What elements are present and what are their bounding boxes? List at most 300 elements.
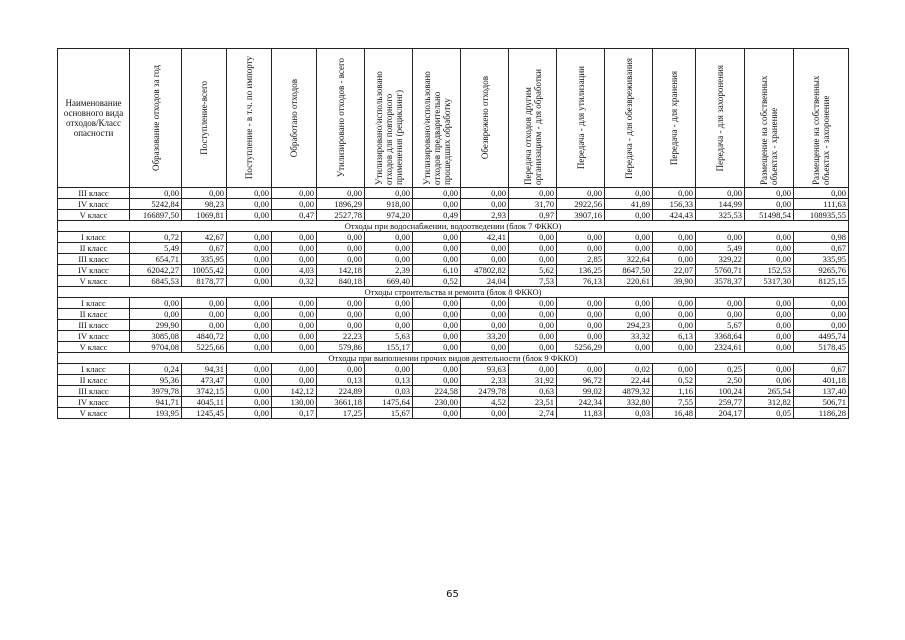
- value-cell: 259,77: [696, 397, 745, 408]
- value-cell: 0,00: [605, 309, 653, 320]
- value-cell: 6,13: [653, 331, 696, 342]
- value-cell: 242,34: [557, 397, 605, 408]
- value-cell: 941,71: [130, 397, 182, 408]
- column-header: [794, 49, 849, 188]
- value-cell: 9704,08: [130, 342, 182, 353]
- value-cell: 31,70: [509, 199, 557, 210]
- value-cell: 39,90: [653, 276, 696, 287]
- value-cell: 0,00: [272, 375, 317, 386]
- value-cell: 33,32: [605, 331, 653, 342]
- value-cell: 0,67: [794, 364, 849, 375]
- value-cell: 0,00: [413, 232, 461, 243]
- value-cell: 5760,71: [696, 265, 745, 276]
- value-cell: 265,54: [745, 386, 794, 397]
- value-cell: 0,00: [509, 364, 557, 375]
- value-cell: 2,93: [461, 210, 509, 221]
- value-cell: 2,50: [696, 375, 745, 386]
- value-cell: 0,67: [182, 243, 227, 254]
- value-cell: 0,00: [413, 309, 461, 320]
- value-cell: 0,00: [227, 342, 272, 353]
- column-header-label: Передача - для обезвреживания: [623, 57, 634, 179]
- value-cell: 0,00: [745, 254, 794, 265]
- value-cell: 0,49: [413, 210, 461, 221]
- column-header-label: Поступление-всего: [199, 81, 209, 155]
- hazard-class-cell: V класс: [58, 276, 130, 287]
- value-cell: 7,55: [653, 397, 696, 408]
- value-cell: 0,00: [605, 243, 653, 254]
- table-row: [58, 364, 849, 375]
- value-cell: 0,03: [605, 408, 653, 419]
- value-cell: 11,83: [557, 408, 605, 419]
- value-cell: 0,00: [509, 309, 557, 320]
- value-cell: 654,71: [130, 254, 182, 265]
- value-cell: 0,00: [461, 243, 509, 254]
- value-cell: 0,00: [745, 188, 794, 199]
- table-row: [58, 331, 849, 342]
- value-cell: 1,16: [653, 386, 696, 397]
- table-row: [58, 397, 849, 408]
- value-cell: 974,20: [365, 210, 413, 221]
- value-cell: 0,00: [365, 232, 413, 243]
- value-cell: 335,95: [794, 254, 849, 265]
- value-cell: 136,25: [557, 265, 605, 276]
- value-cell: 0,06: [745, 375, 794, 386]
- value-cell: 0,00: [365, 309, 413, 320]
- value-cell: 156,33: [653, 199, 696, 210]
- column-header-label: Образование отходов за год: [150, 65, 161, 171]
- value-cell: 0,00: [745, 298, 794, 309]
- value-cell: 0,00: [317, 309, 365, 320]
- value-cell: 0,00: [653, 188, 696, 199]
- value-cell: 0,00: [365, 188, 413, 199]
- hazard-class-cell: V класс: [58, 342, 130, 353]
- value-cell: 0,00: [413, 375, 461, 386]
- value-cell: 142,12: [272, 386, 317, 397]
- value-cell: 0,00: [227, 265, 272, 276]
- column-header: [130, 49, 182, 188]
- table-row: [58, 210, 849, 221]
- value-cell: 108935,55: [794, 210, 849, 221]
- value-cell: 1245,45: [182, 408, 227, 419]
- value-cell: 0,00: [605, 232, 653, 243]
- value-cell: 0,03: [365, 386, 413, 397]
- column-header-label: Передача - для хранения: [669, 70, 679, 166]
- value-cell: 0,00: [227, 254, 272, 265]
- value-cell: 0,32: [272, 276, 317, 287]
- hazard-class-cell: II класс: [58, 375, 130, 386]
- value-cell: 6,10: [413, 265, 461, 276]
- column-header: [365, 49, 413, 188]
- value-cell: 4840,72: [182, 331, 227, 342]
- value-cell: 0,00: [317, 254, 365, 265]
- value-cell: 506,71: [794, 397, 849, 408]
- table-row: [58, 375, 849, 386]
- value-cell: 224,58: [413, 386, 461, 397]
- value-cell: 8178,77: [182, 276, 227, 287]
- value-cell: 0,00: [365, 254, 413, 265]
- value-cell: 0,00: [461, 342, 509, 353]
- table-row: [58, 232, 849, 243]
- waste-table: [57, 48, 849, 419]
- value-cell: 0,00: [653, 364, 696, 375]
- value-cell: 0,24: [130, 364, 182, 375]
- value-cell: 5317,30: [745, 276, 794, 287]
- value-cell: 0,25: [696, 364, 745, 375]
- value-cell: 0,00: [227, 397, 272, 408]
- value-cell: 144,99: [696, 199, 745, 210]
- value-cell: 0,00: [227, 375, 272, 386]
- table-row: [58, 254, 849, 265]
- value-cell: 325,53: [696, 210, 745, 221]
- value-cell: 0,00: [130, 298, 182, 309]
- value-cell: 2,74: [509, 408, 557, 419]
- hazard-class-cell: II класс: [58, 309, 130, 320]
- value-cell: 0,00: [557, 298, 605, 309]
- value-cell: 0,13: [317, 375, 365, 386]
- value-cell: 0,00: [227, 243, 272, 254]
- value-cell: 1069,81: [182, 210, 227, 221]
- value-cell: 0,00: [509, 320, 557, 331]
- value-cell: 0,00: [605, 188, 653, 199]
- value-cell: 0,00: [509, 243, 557, 254]
- value-cell: 0,00: [272, 232, 317, 243]
- value-cell: 224,89: [317, 386, 365, 397]
- value-cell: 3661,18: [317, 397, 365, 408]
- value-cell: 23,51: [509, 397, 557, 408]
- hazard-class-cell: IV класс: [58, 265, 130, 276]
- table-row: [58, 276, 849, 287]
- hazard-class-cell: I класс: [58, 364, 130, 375]
- value-cell: 0,00: [509, 342, 557, 353]
- column-header-label: Обработано отходов: [289, 78, 299, 158]
- column-header-label: Размещение на собственных объектах - хранение: [759, 75, 779, 185]
- column-header: [509, 49, 557, 188]
- value-cell: 98,23: [182, 199, 227, 210]
- value-cell: 0,52: [653, 375, 696, 386]
- value-cell: 0,00: [745, 331, 794, 342]
- value-cell: 335,95: [182, 254, 227, 265]
- value-cell: 0,00: [653, 320, 696, 331]
- table-row: [58, 298, 849, 309]
- value-cell: 0,00: [794, 320, 849, 331]
- value-cell: 0,00: [557, 331, 605, 342]
- value-cell: 0,00: [653, 309, 696, 320]
- column-header: [413, 49, 461, 188]
- value-cell: 0,00: [605, 342, 653, 353]
- value-cell: 142,18: [317, 265, 365, 276]
- value-cell: 0,00: [227, 331, 272, 342]
- value-cell: 0,52: [413, 276, 461, 287]
- value-cell: 669,40: [365, 276, 413, 287]
- value-cell: 0,00: [182, 320, 227, 331]
- column-header: [605, 49, 653, 188]
- value-cell: 0,00: [509, 232, 557, 243]
- value-cell: 0,00: [461, 298, 509, 309]
- value-cell: 322,64: [605, 254, 653, 265]
- value-cell: 15,67: [365, 408, 413, 419]
- value-cell: 0,00: [461, 320, 509, 331]
- value-cell: 0,67: [794, 243, 849, 254]
- value-cell: 3578,37: [696, 276, 745, 287]
- hazard-class-cell: I класс: [58, 232, 130, 243]
- value-cell: 0,00: [745, 342, 794, 353]
- value-cell: 2,39: [365, 265, 413, 276]
- value-cell: 3907,16: [557, 210, 605, 221]
- section-title: Отходы при выполнении прочих видов деятельности (блок 9 ФККО): [58, 353, 849, 364]
- value-cell: 0,00: [413, 331, 461, 342]
- table-row: [58, 408, 849, 419]
- value-cell: 42,67: [182, 232, 227, 243]
- column-header-label: Утилизировано/использовано отходов предварительно прошедших обработку: [421, 71, 452, 185]
- section-header-row: [58, 353, 849, 364]
- column-header-label: Утилизировано/использовано отходов для повторного применения (рециклинг): [373, 71, 404, 185]
- value-cell: 1186,28: [794, 408, 849, 419]
- value-cell: 0,00: [227, 408, 272, 419]
- column-header: [696, 49, 745, 188]
- value-cell: 220,61: [605, 276, 653, 287]
- column-header-label: Размещение на собственных объектах - захоронение: [811, 75, 831, 185]
- value-cell: 4,03: [272, 265, 317, 276]
- value-cell: 0,00: [413, 408, 461, 419]
- value-cell: 204,17: [696, 408, 745, 419]
- value-cell: 0,00: [227, 309, 272, 320]
- value-cell: 0,00: [461, 188, 509, 199]
- column-header-label: Поступление - в т.ч. по импорту: [244, 56, 254, 180]
- value-cell: 0,00: [413, 342, 461, 353]
- value-cell: 0,00: [227, 364, 272, 375]
- column-header: [461, 49, 509, 188]
- value-cell: 193,95: [130, 408, 182, 419]
- value-cell: 0,00: [413, 364, 461, 375]
- value-cell: 5178,45: [794, 342, 849, 353]
- value-cell: 0,00: [227, 188, 272, 199]
- value-cell: 0,00: [653, 342, 696, 353]
- value-cell: 0,00: [413, 254, 461, 265]
- column-header-label: Утилизировано отходов - всего: [335, 58, 346, 178]
- value-cell: 0,00: [272, 243, 317, 254]
- hazard-class-cell: III класс: [58, 254, 130, 265]
- column-header: [653, 49, 696, 188]
- hazard-class-cell: III класс: [58, 320, 130, 331]
- column-header: [272, 49, 317, 188]
- column-header-label: Передача - для утилизации: [575, 66, 586, 170]
- value-cell: 96,72: [557, 375, 605, 386]
- page-number: 65: [446, 589, 459, 600]
- value-cell: 10055,42: [182, 265, 227, 276]
- value-cell: 5,63: [365, 331, 413, 342]
- value-cell: 42,41: [461, 232, 509, 243]
- value-cell: 62042,27: [130, 265, 182, 276]
- value-cell: 1896,29: [317, 199, 365, 210]
- value-cell: 31,92: [509, 375, 557, 386]
- column-header: [317, 49, 365, 188]
- table-row: [58, 265, 849, 276]
- value-cell: 33,20: [461, 331, 509, 342]
- value-cell: 0,00: [317, 232, 365, 243]
- hazard-class-cell: IV класс: [58, 199, 130, 210]
- hazard-class-cell: III класс: [58, 386, 130, 397]
- value-cell: 3085,08: [130, 331, 182, 342]
- value-cell: 0,00: [557, 364, 605, 375]
- value-cell: 99,02: [557, 386, 605, 397]
- value-cell: 0,00: [317, 188, 365, 199]
- value-cell: 22,23: [317, 331, 365, 342]
- value-cell: 0,00: [413, 243, 461, 254]
- hazard-class-cell: III класс: [58, 188, 130, 199]
- value-cell: 0,00: [413, 199, 461, 210]
- value-cell: 0,00: [745, 243, 794, 254]
- table-row: [58, 342, 849, 353]
- value-cell: 137,40: [794, 386, 849, 397]
- value-cell: 22,44: [605, 375, 653, 386]
- value-cell: 0,00: [227, 386, 272, 397]
- value-cell: 0,00: [794, 188, 849, 199]
- value-cell: 9265,76: [794, 265, 849, 276]
- value-cell: 0,00: [605, 298, 653, 309]
- value-cell: 0,00: [794, 298, 849, 309]
- value-cell: 473,47: [182, 375, 227, 386]
- value-cell: 840,18: [317, 276, 365, 287]
- value-cell: 0,00: [227, 276, 272, 287]
- value-cell: 0,00: [509, 188, 557, 199]
- value-cell: 3979,78: [130, 386, 182, 397]
- value-cell: 329,22: [696, 254, 745, 265]
- column-header-label: Обезврежено отходов: [479, 76, 490, 160]
- hazard-class-cell: V класс: [58, 210, 130, 221]
- value-cell: 51498,54: [745, 210, 794, 221]
- value-cell: 2527,78: [317, 210, 365, 221]
- value-cell: 47802,82: [461, 265, 509, 276]
- value-cell: 0,00: [461, 309, 509, 320]
- value-cell: 0,00: [272, 188, 317, 199]
- value-cell: 0,00: [461, 199, 509, 210]
- value-cell: 0,00: [696, 309, 745, 320]
- section-title: Отходы строительства и ремонта (блок 8 ФККО): [58, 287, 849, 298]
- value-cell: 0,00: [413, 188, 461, 199]
- value-cell: 100,24: [696, 386, 745, 397]
- value-cell: 130,00: [272, 397, 317, 408]
- value-cell: 0,00: [794, 309, 849, 320]
- value-cell: 0,00: [272, 199, 317, 210]
- value-cell: 2,85: [557, 254, 605, 265]
- value-cell: 0,00: [182, 188, 227, 199]
- value-cell: 0,00: [653, 254, 696, 265]
- column-header: [227, 49, 272, 188]
- value-cell: 0,00: [509, 298, 557, 309]
- section-header-row: [58, 221, 849, 232]
- section-title: Отходы при водоснабжении, водоотведении (блок 7 ФККО): [58, 221, 849, 232]
- value-cell: 401,18: [794, 375, 849, 386]
- value-cell: 0,00: [272, 364, 317, 375]
- value-cell: 230,00: [413, 397, 461, 408]
- value-cell: 4,52: [461, 397, 509, 408]
- value-cell: 8647,50: [605, 265, 653, 276]
- value-cell: 7,53: [509, 276, 557, 287]
- value-cell: 5,49: [696, 243, 745, 254]
- column-header-label: Передача - для захоронения: [715, 64, 725, 172]
- value-cell: 0,72: [130, 232, 182, 243]
- value-cell: 0,00: [272, 320, 317, 331]
- table-row: [58, 309, 849, 320]
- value-cell: 0,63: [509, 386, 557, 397]
- value-cell: 0,00: [557, 309, 605, 320]
- value-cell: 0,00: [272, 309, 317, 320]
- value-cell: 4495,74: [794, 331, 849, 342]
- value-cell: 0,00: [317, 364, 365, 375]
- value-cell: 0,00: [461, 408, 509, 419]
- value-cell: 95,36: [130, 375, 182, 386]
- value-cell: 5256,29: [557, 342, 605, 353]
- value-cell: 0,00: [227, 232, 272, 243]
- value-cell: 4879,32: [605, 386, 653, 397]
- value-cell: 0,00: [227, 298, 272, 309]
- value-cell: 5242,84: [130, 199, 182, 210]
- value-cell: 0,00: [317, 320, 365, 331]
- value-cell: 155,17: [365, 342, 413, 353]
- value-cell: 1475,64: [365, 397, 413, 408]
- value-cell: 0,00: [509, 254, 557, 265]
- value-cell: 0,00: [272, 331, 317, 342]
- value-cell: 4045,11: [182, 397, 227, 408]
- value-cell: 0,00: [317, 298, 365, 309]
- column-header: Наименование основного вида отходов/Класс опасности: [58, 49, 130, 188]
- value-cell: 0,00: [653, 243, 696, 254]
- value-cell: 5,67: [696, 320, 745, 331]
- value-cell: 0,00: [130, 188, 182, 199]
- column-header: [745, 49, 794, 188]
- value-cell: 0,00: [272, 254, 317, 265]
- value-cell: 0,00: [461, 254, 509, 265]
- value-cell: 0,00: [557, 232, 605, 243]
- value-cell: 0,00: [227, 320, 272, 331]
- value-cell: 0,05: [745, 408, 794, 419]
- value-cell: 0,00: [696, 188, 745, 199]
- section-header-row: [58, 287, 849, 298]
- hazard-class-cell: I класс: [58, 298, 130, 309]
- value-cell: 0,00: [365, 298, 413, 309]
- value-cell: 3368,64: [696, 331, 745, 342]
- value-cell: 0,00: [696, 298, 745, 309]
- table-header-row: [58, 49, 849, 188]
- value-cell: 41,89: [605, 199, 653, 210]
- value-cell: 0,00: [696, 232, 745, 243]
- value-cell: 76,13: [557, 276, 605, 287]
- value-cell: 16,48: [653, 408, 696, 419]
- value-cell: 294,23: [605, 320, 653, 331]
- value-cell: 0,00: [413, 298, 461, 309]
- hazard-class-cell: IV класс: [58, 331, 130, 342]
- value-cell: 5,49: [130, 243, 182, 254]
- value-cell: 0,00: [365, 364, 413, 375]
- value-cell: 0,00: [182, 309, 227, 320]
- value-cell: 3742,15: [182, 386, 227, 397]
- hazard-class-cell: II класс: [58, 243, 130, 254]
- value-cell: 0,47: [272, 210, 317, 221]
- value-cell: 299,90: [130, 320, 182, 331]
- value-cell: 0,98: [794, 232, 849, 243]
- value-cell: 332,80: [605, 397, 653, 408]
- value-cell: 0,00: [227, 210, 272, 221]
- value-cell: 424,43: [653, 210, 696, 221]
- value-cell: 0,00: [272, 342, 317, 353]
- value-cell: 152,53: [745, 265, 794, 276]
- column-header-label: Передача отходов другим организациям - для обработки: [522, 69, 543, 185]
- value-cell: 94,31: [182, 364, 227, 375]
- value-cell: 0,00: [745, 309, 794, 320]
- value-cell: 0,02: [605, 364, 653, 375]
- table-body: [58, 188, 849, 419]
- value-cell: 0,00: [745, 232, 794, 243]
